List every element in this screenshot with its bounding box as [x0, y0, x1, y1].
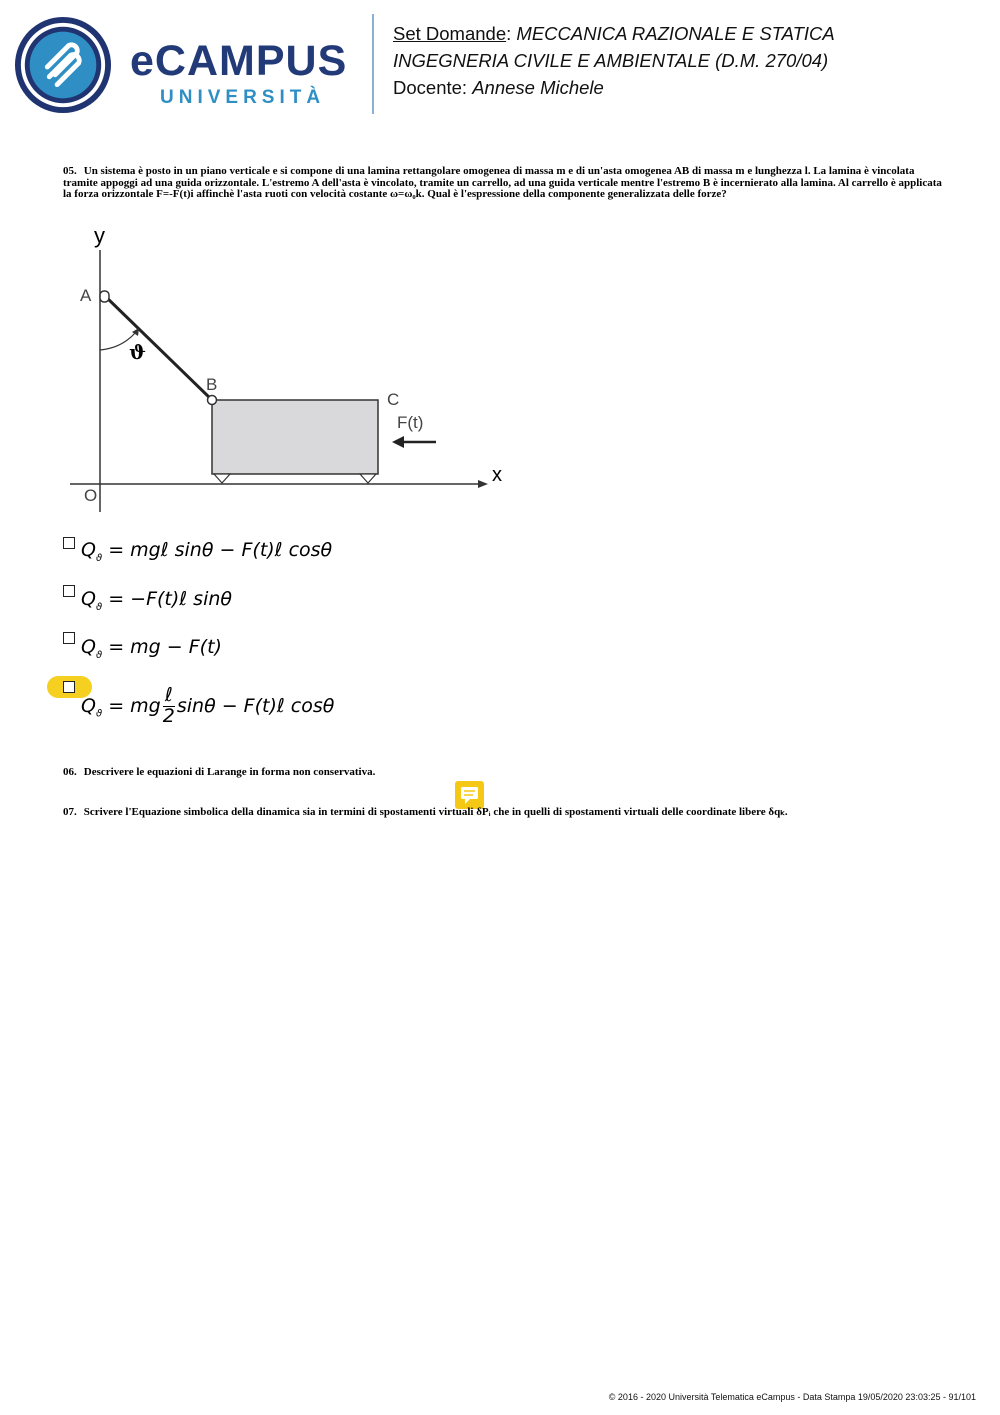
question-text: Un sistema è posto in un piano verticale e si compone di una lamina rettangolare omogenea di massa m e di un'asta omogenea AB di massa m e lunghezza l. La lamina è vincolata tramite appoggi ad una guida orizzontale. L'estremo A dell'asta è vincolato, tramite un carrello, ad una guida verticale mentre l'estremo B è incernierato alla lamina. Al carrello è applicata la forza orizzontale F=-F(t)i affinchè l'asta ruoti con velocità costante ω=ω₀k. Qual è l'espressione della componente generalizzata delle forze? — [63, 165, 942, 200]
set-separator: : — [506, 23, 517, 44]
answer-1-formula: $Q_ϑ$ = mgℓ sinθ − F(t)ℓ cosθ — [81, 539, 333, 564]
answer-4-checkbox[interactable] — [63, 681, 75, 693]
teacher-line — [393, 79, 604, 98]
support-left — [214, 474, 230, 483]
question-07 — [63, 807, 943, 819]
answer-3-formula: $Q_ϑ$ = mg − F(t) — [81, 636, 222, 661]
universita-wordmark: UNIVERSITÀ — [160, 87, 326, 108]
page-footer: © 2016 - 2020 Università Telematica eCampus - Data Stampa 19/05/2020 23:03:25 - 91/101 — [608, 1392, 976, 1402]
x-axis-label: x — [492, 464, 502, 486]
answer-1-checkbox[interactable] — [63, 537, 75, 549]
question-05 — [63, 166, 943, 201]
degree-line: INGEGNERIA CIVILE E AMBIENTALE (D.M. 270/04) — [393, 50, 829, 71]
origin-label: O — [84, 486, 98, 505]
set-domande-label: Set Domande — [393, 23, 507, 44]
teacher-name: Annese Michele — [472, 77, 604, 98]
answer-3-checkbox[interactable] — [63, 632, 75, 644]
answer-4-formula: $Q_ϑ$ = mg $\frac{\text{ℓ}}{2}$ sinθ − F(t)ℓ cosθ — [81, 684, 335, 727]
point-a-label: A — [80, 286, 92, 305]
hinge-b — [208, 396, 217, 405]
slider-a — [100, 291, 109, 302]
question-number: 07. — [63, 806, 77, 818]
support-right — [360, 474, 376, 483]
point-b-label: B — [206, 375, 218, 394]
mechanics-diagram — [60, 222, 520, 522]
header-divider — [372, 14, 374, 114]
ecampus-seal-logo — [14, 16, 112, 114]
header-course-line — [393, 25, 835, 44]
y-axis-label: y — [94, 223, 105, 248]
point-c-label: C — [387, 390, 400, 409]
ecampus-wordmark: eCAMPUS — [130, 37, 348, 85]
question-06 — [63, 767, 943, 779]
question-number: 05. — [63, 165, 77, 177]
lamina — [212, 400, 378, 474]
question-text: Scrivere l'Equazione simbolica della dinamica sia in termini di spostamenti virtuali δPᵢ che in quelli di spostamenti virtuali delle coordinate libere δqₖ. — [83, 806, 788, 818]
teacher-label: Docente: — [393, 77, 473, 98]
answer-2-formula: $Q_ϑ$ = −F(t)ℓ sinθ — [81, 588, 233, 613]
question-number: 06. — [63, 766, 77, 778]
fraction: $\frac{\text{ℓ}}{2}$ — [162, 684, 175, 727]
force-arrow-head — [392, 436, 404, 448]
rod-ab — [105, 296, 212, 400]
theta-label: ϑ — [129, 340, 146, 364]
x-axis-arrow — [478, 480, 488, 488]
comment-annotation-icon[interactable] — [455, 781, 484, 809]
course-title: MECCANICA RAZIONALE E STATICA — [516, 23, 835, 44]
answer-2-checkbox[interactable] — [63, 585, 75, 597]
question-text: Descrivere le equazioni di Larange in forma non conservativa. — [83, 766, 376, 778]
force-label: F(t) — [397, 413, 424, 432]
